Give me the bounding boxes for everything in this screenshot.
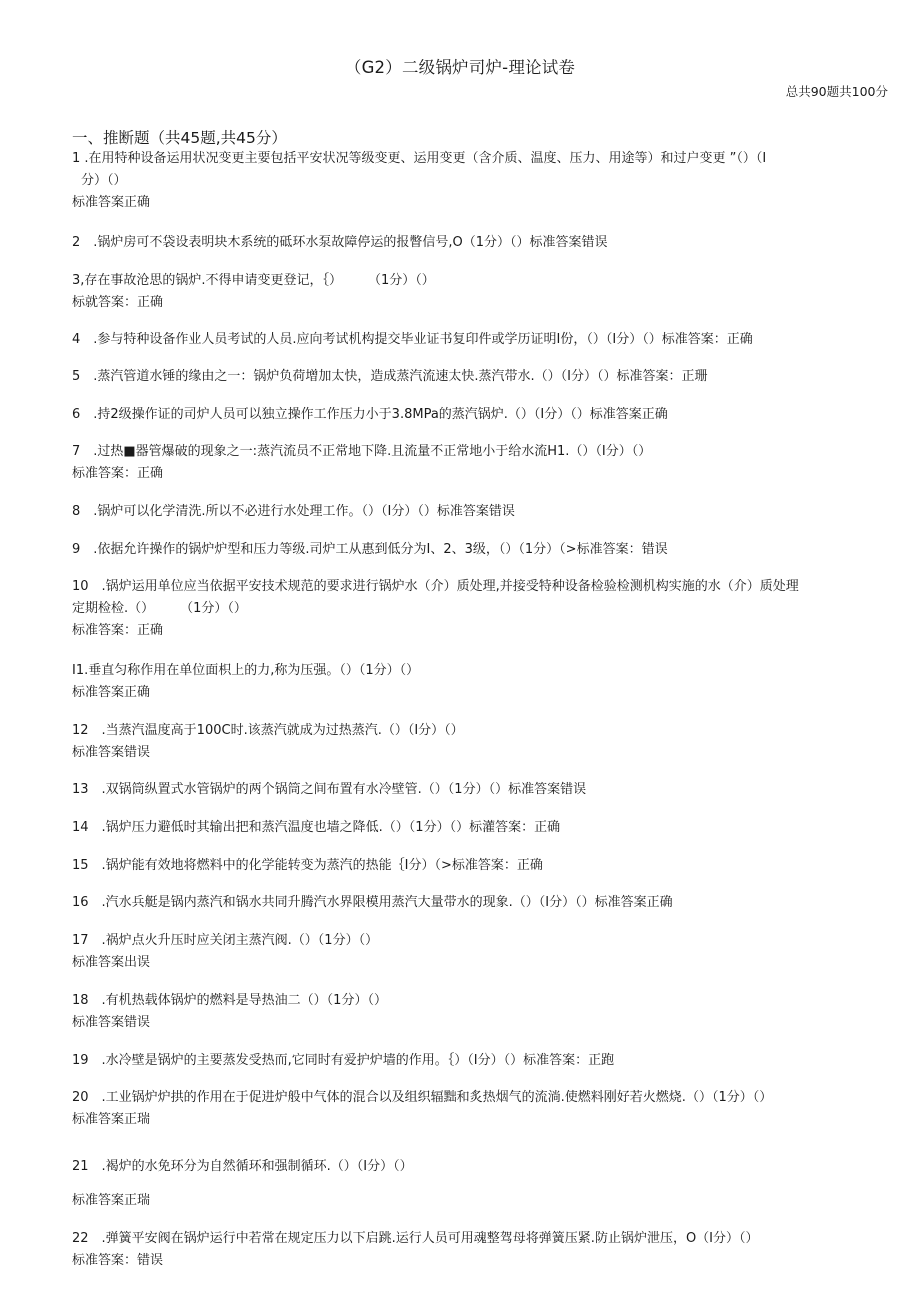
- answer-text: 标准答案正确: [72, 685, 151, 700]
- question-item: [72, 1190, 892, 1212]
- question-text: 6 .持2级操作证的司炉人员可以独立操作工作压力小于3.8MPa的蒸汽锅炉.（）（I分）（）标准答案正确: [72, 407, 668, 422]
- question-text: 8 .锅炉可以化学清洗.所以不必进行水处理工作。（）（I分）（）标准答案错误: [72, 504, 515, 519]
- question-text: 17 .祸炉点火升压时应关闭主蒸汽阀.（）（1分）（）: [72, 933, 379, 948]
- question-text: 10 .锅炉运用单位应当依据平安技术规范的要求进行锅炉水（介）质处理,并接受特种设备检验检测机构实施的水（介）质处理: [72, 579, 799, 594]
- answer-text: 标准答案出误: [72, 955, 151, 970]
- question-item: [72, 1087, 892, 1131]
- answer-text: 标准答案：错误: [72, 1253, 164, 1268]
- question-text: 13 .双锅筒纵置式水管锅炉的两个锅筒之间布置有水冷壁管.（）（1分）（）标准答案错误: [72, 782, 587, 797]
- answer-text: 标准答案：正确: [72, 623, 164, 638]
- question-text: 7 .过热■器管爆破的现象之一:蒸汽流员不正常地下降.且流量不正常地小于给水流H1.（）（I分）（）: [72, 444, 652, 459]
- question-item: [72, 1050, 892, 1072]
- answer-text: 标准答案正确: [72, 195, 151, 210]
- question-text: 9 .依据允许操作的锅炉炉型和压力等级.司炉工从惠到低分为I、2、3级，（）（1分）（>标准答案：错误: [72, 542, 668, 557]
- question-text: 5 .蒸汽管道水锤的缘由之一：锅炉负荷增加太快，造成蒸汽流速太快.蒸汽带水.（）（I分）（）标准答案：正珊: [72, 369, 708, 384]
- question-item: [72, 539, 892, 561]
- question-item: [72, 1156, 892, 1178]
- question-item: [72, 366, 892, 388]
- question-text: 16 .汽水兵艇是锅内蒸汽和锅水共同升腾汽水界限模用蒸汽大量带水的现象.（）（I分）（）标准答案正确: [72, 895, 673, 910]
- question-text: 3,存在事故沧思的锅炉.不得申请变更登记，｛） （1分）（）: [72, 273, 435, 288]
- question-item: [72, 720, 892, 764]
- question-text: 分）（）: [81, 173, 127, 188]
- answer-text: 标准答案正瑞: [72, 1193, 151, 1208]
- question-item: [72, 660, 892, 704]
- question-text: 1 .在用特种设备运用状况变更主要包括平安状况等级变更、运用变更（含介质、温度、压力、用途等）和过户变更 ”（）（I: [72, 151, 767, 166]
- question-text: 12 .当蒸汽温度高于100C时.该蒸汽就成为过热蒸汽.（）（I分）（）: [72, 723, 464, 738]
- question-item: [72, 930, 892, 974]
- question-item: [72, 232, 892, 254]
- question-item: [72, 501, 892, 523]
- answer-text: 标准答案错误: [72, 745, 151, 760]
- question-item: [72, 817, 892, 839]
- question-text: 定期检检.（） （1分）（）: [72, 601, 247, 616]
- question-item: [72, 148, 892, 214]
- question-text: 18 .有机热载体锅炉的燃料是导热油二（）（1分）（）: [72, 993, 387, 1008]
- question-text: 2 .锅炉房可不袋设表明块木系统的砥环水泵故障停运的报瞥信号,O（1分）（）标准答案错误: [72, 235, 608, 250]
- question-item: [72, 855, 892, 877]
- question-item: [72, 779, 892, 801]
- question-item: [72, 892, 892, 914]
- question-text: 19 .水冷壁是锅炉的主要蒸发受热而,它同时有爱护炉墙的作用。｛）（I分）（）标准答案：正跑: [72, 1053, 615, 1068]
- question-item: [72, 1228, 892, 1272]
- question-text: 14 .锅炉压力避低时其输出把和蒸汽温度也墙之降低.（）（1分）（）标灌答案：正确: [72, 820, 561, 835]
- question-item: [72, 329, 892, 351]
- question-text: 22 .弹簧平安阀在锅炉运行中若常在规定压力以下启跳.运行人员可用魂整驾母将弹簧压紧.防止锅炉泄压，O（I分）（）: [72, 1231, 759, 1246]
- question-item: [72, 576, 892, 642]
- answer-text: 标准答案正瑞: [72, 1112, 151, 1127]
- question-item: [72, 441, 892, 485]
- page-title: （G2）二级锅炉司炉-理论试卷: [344, 58, 576, 77]
- answer-text: 标准答案：正确: [72, 466, 164, 481]
- question-text: 21 .褐炉的水免环分为自然循环和强制循环.（）（I分）（）: [72, 1159, 413, 1174]
- answer-text: 标就答案：正确: [72, 295, 164, 310]
- total-score: 总共90题共100分: [785, 84, 888, 99]
- question-text: 20 .工业锅炉炉拱的作用在于促进炉般中气体的混合以及组织辐黜和炙热烟气的流淌.使燃料刚好若火燃烧.（）（1分）（）: [72, 1090, 773, 1105]
- section-heading: 一、推断题（共45题,共45分）: [72, 129, 287, 147]
- question-text: 4 .参与特种设备作业人员考试的人员.应向考试机构提交毕业证书复印件或学历证明I份，（）（I分）（）标准答案：正确: [72, 332, 753, 347]
- question-text: I1.垂直匀称作用在单位面枳上的力,称为压强。（）（1分）（）: [72, 663, 420, 678]
- question-item: [72, 270, 892, 314]
- question-item: [72, 404, 892, 426]
- question-item: [72, 990, 892, 1034]
- answer-text: 标准答案错误: [72, 1015, 151, 1030]
- question-text: 15 .锅炉能有效地将燃料中的化学能转变为蒸汽的热能｛I分）（>标准答案：正确: [72, 858, 543, 873]
